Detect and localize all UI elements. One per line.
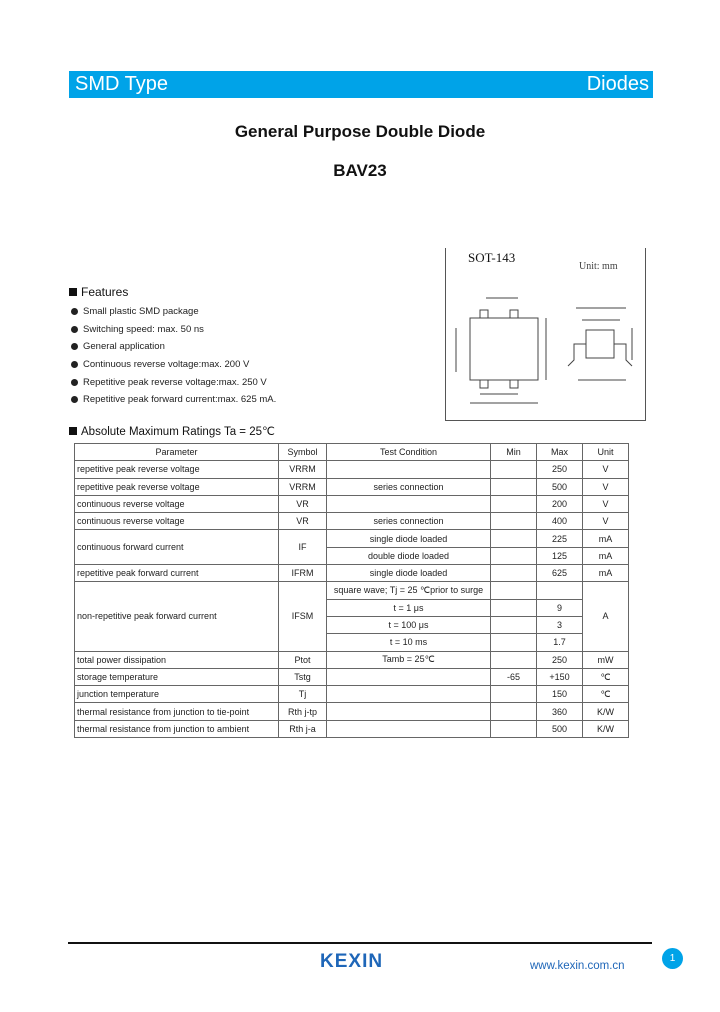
bullet-dot-icon [71,326,78,333]
table-row [75,686,629,703]
cell-condition [327,461,491,478]
cell-condition [327,495,491,512]
cell-unit: mA [583,547,629,564]
cell-max: 225 [537,530,583,547]
table-header-row [75,444,629,461]
part-number: BAV23 [333,161,387,180]
cell-min: -65 [491,668,537,685]
table-row [75,651,629,668]
cell-unit: K/W [583,703,629,720]
cell-condition [327,720,491,737]
cell-max: 150 [537,686,583,703]
cell-unit: mW [583,651,629,668]
cell-symbol: Rth j-tp [279,703,327,720]
cell-min [491,478,537,495]
table-row [75,495,629,512]
cell-max: 125 [537,547,583,564]
cell-min [491,530,537,547]
cell-parameter: continuous reverse voltage [75,513,279,530]
cell-max: 500 [537,720,583,737]
cell-min [491,461,537,478]
column-header: Min [491,444,537,461]
feature-text: Repetitive peak reverse voltage:max. 250 V [83,376,267,388]
cell-min [491,582,537,599]
package-outline-drawing [446,248,647,421]
cell-max [537,582,583,599]
package-unit: Unit: mm [579,261,618,272]
cell-condition: square wave; Tj = 25 ℃prior to surge [327,582,491,599]
cell-max: 500 [537,478,583,495]
cell-parameter: thermal resistance from junction to tie-point [75,703,279,720]
cell-parameter: repetitive peak forward current [75,565,279,582]
feature-text: Repetitive peak forward current:max. 625 mA. [83,394,277,406]
cell-unit: V [583,478,629,495]
cell-max: 3 [537,616,583,633]
cell-unit: ℃ [583,686,629,703]
cell-min [491,616,537,633]
cell-parameter: total power dissipation [75,651,279,668]
column-header: Unit [583,444,629,461]
cell-unit: V [583,495,629,512]
square-bullet-icon [69,427,77,435]
features-list [71,303,276,409]
cell-max: 1.7 [537,634,583,651]
cell-condition: single diode loaded [327,565,491,582]
cell-parameter: continuous reverse voltage [75,495,279,512]
cell-unit: mA [583,565,629,582]
feature-text: Continuous reverse voltage:max. 200 V [83,359,250,371]
cell-parameter: non-repetitive peak forward current [75,582,279,651]
cell-min [491,686,537,703]
cell-symbol: VR [279,495,327,512]
cell-min [491,703,537,720]
list-item [71,338,276,356]
cell-condition: t = 100 μs [327,616,491,633]
column-header: Test Condition [327,444,491,461]
cell-max: 9 [537,599,583,616]
column-header: Max [537,444,583,461]
cell-symbol: VRRM [279,461,327,478]
cell-symbol: VRRM [279,478,327,495]
cell-condition: Tamb = 25℃ [327,651,491,668]
cell-symbol: IF [279,530,327,565]
table-row [75,703,629,720]
bullet-dot-icon [71,361,78,368]
column-header: Symbol [279,444,327,461]
cell-parameter: storage temperature [75,668,279,685]
cell-min [491,495,537,512]
ratings-heading-text: Absolute Maximum Ratings Ta = 25℃ [81,426,275,438]
features-heading [69,285,128,299]
cell-max: 400 [537,513,583,530]
cell-max: 625 [537,565,583,582]
bullet-dot-icon [71,396,78,403]
table-row [75,513,629,530]
cell-max: 250 [537,651,583,668]
kexin-logo: KEXIN [320,951,384,972]
cell-condition: t = 10 ms [327,634,491,651]
cell-condition: series connection [327,513,491,530]
table-row [75,565,629,582]
list-item [71,373,276,391]
cell-parameter: thermal resistance from junction to ambient [75,720,279,737]
cell-max: 360 [537,703,583,720]
cell-min [491,565,537,582]
feature-text: Small plastic SMD package [83,306,199,318]
document-title: General Purpose Double Diode [234,122,486,141]
feature-text: General application [83,341,165,353]
footer-divider [68,942,652,944]
website-link[interactable]: www.kexin.com.cn [530,960,625,972]
cell-unit: mA [583,530,629,547]
cell-condition: t = 1 μs [327,599,491,616]
list-item [71,356,276,374]
bullet-dot-icon [71,343,78,350]
table-row [75,720,629,737]
cell-symbol: IFRM [279,565,327,582]
cell-max: 250 [537,461,583,478]
page-number-badge: 1 [662,948,683,969]
cell-parameter: junction temperature [75,686,279,703]
cell-parameter: repetitive peak reverse voltage [75,478,279,495]
header-type: Diodes [586,73,649,95]
cell-unit: K/W [583,720,629,737]
cell-condition [327,668,491,685]
cell-max: 200 [537,495,583,512]
cell-symbol: IFSM [279,582,327,651]
cell-symbol: Rth j-a [279,720,327,737]
table-row [75,530,629,547]
cell-condition [327,686,491,703]
cell-min [491,547,537,564]
features-heading-text: Features [81,285,129,299]
cell-symbol: Ptot [279,651,327,668]
package-drawing [445,248,646,421]
package-name: SOT-143 [468,250,516,265]
cell-condition: single diode loaded [327,530,491,547]
cell-unit: ℃ [583,668,629,685]
table-row [75,582,629,599]
table-row [75,478,629,495]
ratings-table [74,443,629,738]
cell-symbol: Tj [279,686,327,703]
cell-min [491,720,537,737]
cell-symbol: Tstg [279,668,327,685]
cell-min [491,599,537,616]
cell-min [491,513,537,530]
cell-parameter: continuous forward current [75,530,279,565]
feature-text: Switching speed: max. 50 ns [83,323,204,335]
cell-parameter: repetitive peak reverse voltage [75,461,279,478]
cell-symbol: VR [279,513,327,530]
column-header: Parameter [75,444,279,461]
ratings-heading [69,424,275,438]
header-banner [69,71,653,98]
cell-unit: V [583,461,629,478]
table-row [75,461,629,478]
table-row [75,668,629,685]
cell-min [491,651,537,668]
bullet-dot-icon [71,308,78,315]
list-item [71,391,276,409]
cell-condition [327,703,491,720]
cell-unit: A [583,582,629,651]
cell-condition: series connection [327,478,491,495]
cell-max: +150 [537,668,583,685]
bullet-dot-icon [71,379,78,386]
cell-unit: V [583,513,629,530]
list-item [71,321,276,339]
header-category: SMD Type [75,73,168,95]
cell-condition: double diode loaded [327,547,491,564]
square-bullet-icon [69,288,77,296]
cell-min [491,634,537,651]
list-item [71,303,276,321]
